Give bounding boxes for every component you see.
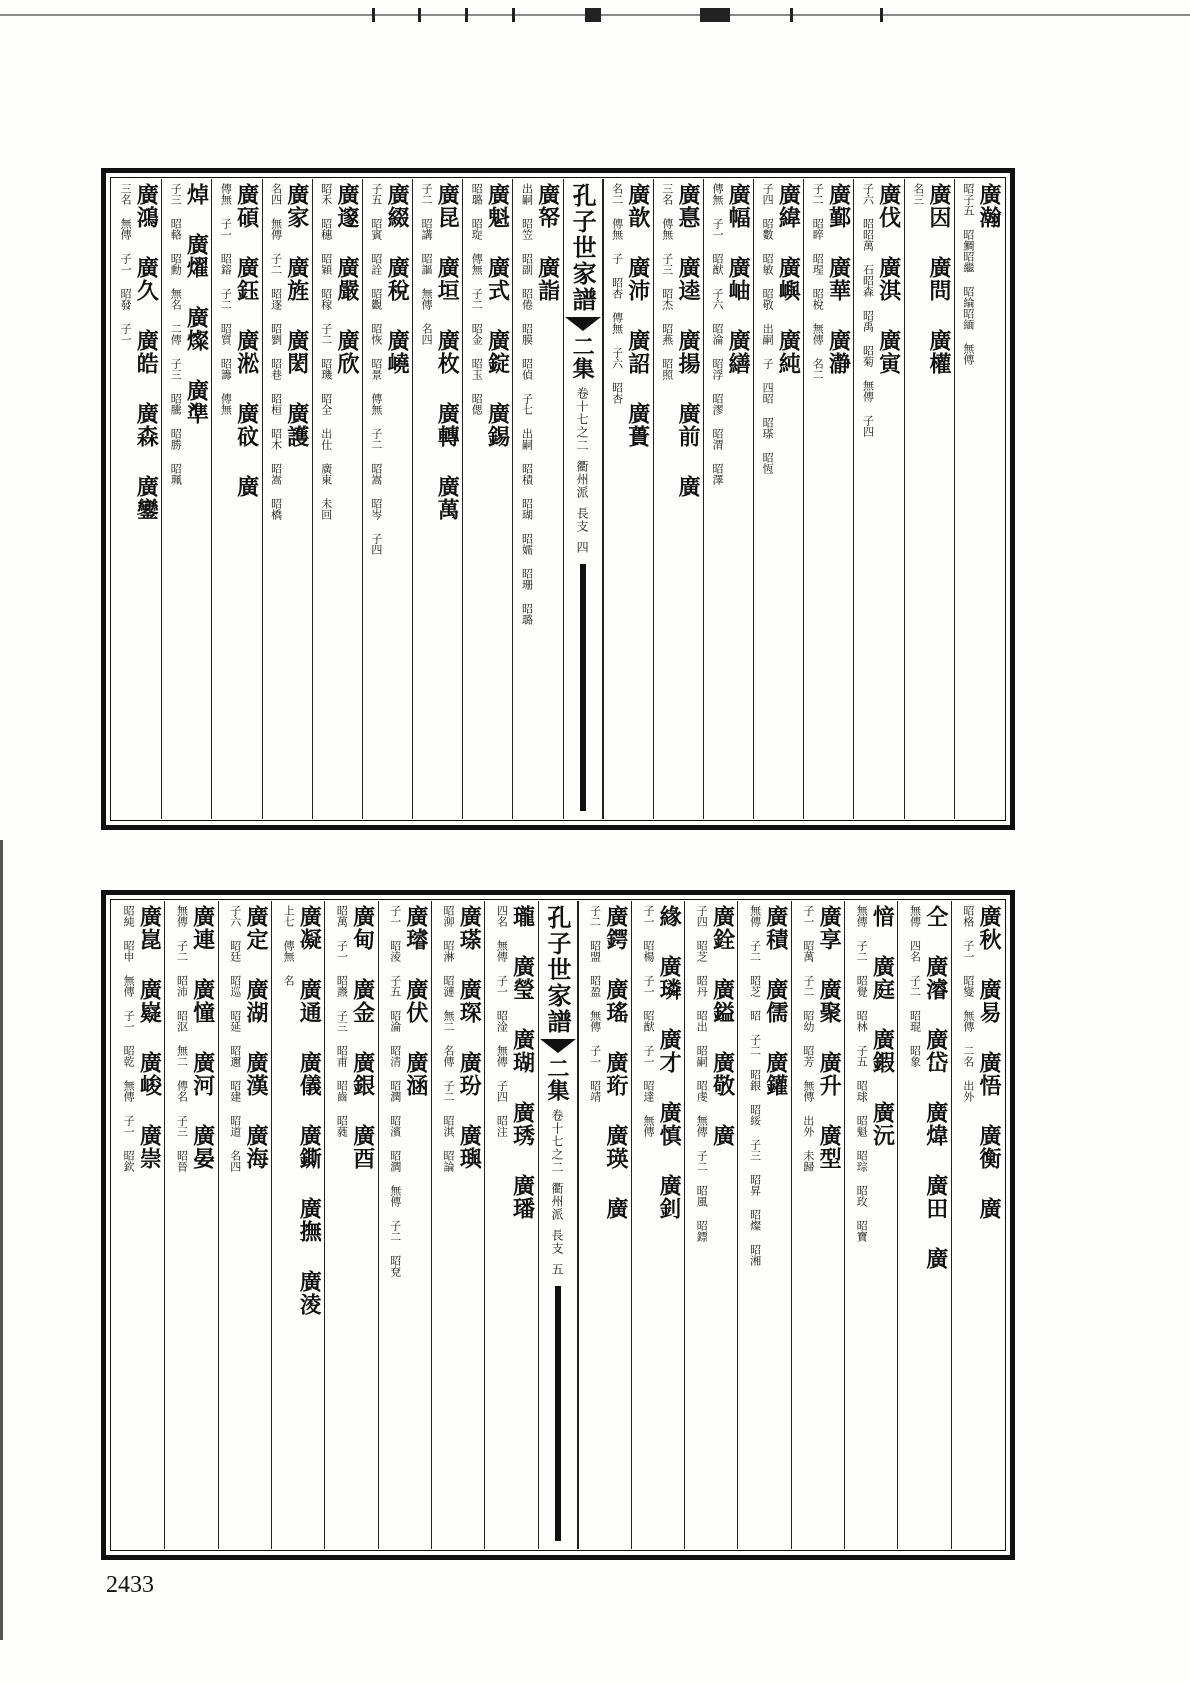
spine-lineage: 長支	[550, 1229, 564, 1255]
genealogy-column	[844, 901, 897, 1549]
entry-names: 廣連 廣憧 廣河 廣晏	[189, 905, 216, 1170]
entry-notes: 子六 昭昭萬 石昭森 昭禹 昭菊 無傳 子四	[861, 183, 875, 437]
spine-page-number: 五	[550, 1263, 564, 1276]
entry-names: 廣鍔 廣瑤 廣珩 廣瑛 廣	[602, 905, 629, 1220]
entry-names: 廣崑 廣嶷 廣峻 廣崇	[136, 905, 163, 1170]
genealogy-column	[737, 901, 790, 1549]
entry-notes: 子五 昭賓 昭詮 昭觀 昭恢 昭景 傳無 子二 昭嵩 昭岑 子四	[369, 183, 383, 555]
spine-title: 孔子世家譜	[543, 905, 572, 1035]
entry-notes: 子四 昭數 昭敏 昭敬 出嗣 子 四昭 昭瑹 昭恆	[761, 183, 775, 474]
scan-mark	[790, 8, 793, 22]
entry-notes: 出嗣 昭笠 昭副 昭倦 昭膜 昭偵 子七 出嗣 昭積 昭瑚 昭嬬 昭珊 昭璐	[520, 183, 534, 625]
genealogy-column	[378, 901, 431, 1549]
entry-notes: 昭格 子一 昭燮 無傳 二名 出外	[961, 905, 975, 1102]
entry-notes: 昭純 昭申 無傳 子一 昭乾 無傳 子一 昭欽	[122, 905, 136, 1172]
genealogy-column	[803, 179, 853, 819]
entry-names: 廣定 廣湖 廣漢 廣海	[242, 905, 269, 1170]
genealogy-column	[462, 179, 512, 819]
entry-notes: 傳無 子一 昭鎔 子二 昭質 昭籌 傳無	[219, 183, 233, 415]
genealogy-column	[262, 179, 312, 819]
entry-notes: 三名 無傳 子一 昭發 子一	[119, 183, 133, 345]
entry-names: 廣享 廣聚 廣升 廣型	[816, 905, 843, 1170]
entry-notes: 子二 昭睟 昭瑆 昭梲 無傳 名二	[811, 183, 825, 380]
entry-names: 廣碩 廣鈺 廣淞 廣砇 廣	[233, 183, 260, 498]
genealogy-page-top	[101, 168, 1015, 830]
entry-names: 緣 廣璘 廣才 廣慎 廣釗	[656, 905, 683, 1220]
spine-page-number: 四	[575, 541, 590, 554]
entry-names: 廣凝 廣通 廣儀 廣鐁 廣撫 廣淩	[296, 905, 323, 1316]
genealogy-column	[951, 901, 1004, 1549]
spine-volume: 二集	[544, 1057, 570, 1101]
entry-notes: 名三	[911, 183, 925, 205]
entry-notes: 子四 昭芝 昭丹 昭出 昭嗣 昭虔 無傳 子二 昭風 昭鏢	[695, 905, 709, 1242]
scan-mark	[465, 8, 468, 22]
genealogy-column	[312, 179, 362, 819]
scan-mark	[700, 8, 730, 22]
entry-notes: 上七 傳無 名	[282, 905, 296, 986]
entry-notes: 無傳 子二 昭沛 昭沤 無二 傳名 子三 昭晉	[175, 905, 189, 1172]
genealogy-column	[954, 179, 1004, 819]
entry-names: 廣瀚	[976, 183, 1002, 229]
entry-names: 仝 廣濬 廣岱 廣煒 廣田 廣	[922, 905, 949, 1270]
scan-mark	[372, 8, 375, 22]
genealogy-page-bottom	[101, 890, 1015, 1560]
entry-names: 愔 廣庭 廣鍜 廣沅	[869, 905, 896, 1147]
entry-names: 廣伐 廣淇 廣寅	[875, 183, 902, 375]
entry-notes: 子六 昭廷 昭巡 昭延 昭邇 昭建 昭道 名四	[228, 905, 242, 1172]
entry-names: 廣甸 廣金 廣銀 廣酉	[349, 905, 376, 1170]
genealogy-column	[324, 901, 377, 1549]
entry-notes: 子一 昭淩 子五 昭淪 昭清 昭潤 昭濱 昭澗 無傳 子二 昭兗	[388, 905, 402, 1277]
entry-notes: 子一 昭萬 子二 昭幼 昭芳 無傳 出外 未歸	[801, 905, 815, 1172]
spine-column	[563, 179, 603, 819]
page-number: 2433	[106, 1572, 154, 1598]
entry-names: 廣瑹 廣琛 廣玢 廣璵	[456, 905, 483, 1170]
genealogy-column	[684, 901, 737, 1549]
entry-names: 廣綴 廣稅 廣嶢	[384, 183, 411, 375]
entry-notes: 無傳 四名 子二 昭琨 昭象	[908, 905, 922, 1067]
entry-notes: 子二 昭盟 昭盈 無傳 子一 昭靖	[588, 905, 602, 1102]
spine-branch: 衢州派	[550, 1182, 564, 1221]
spine-title: 孔子世家譜	[568, 183, 598, 313]
genealogy-column	[484, 901, 537, 1549]
entry-notes: 三名 傳無 子三 昭杰 昭燕 昭照	[660, 183, 674, 380]
entry-names: 廣邃 廣嚴 廣欣	[333, 183, 360, 375]
top-columns	[112, 179, 1004, 819]
spine-column	[538, 901, 578, 1549]
genealogy-column	[218, 901, 271, 1549]
genealogy-column	[904, 179, 954, 819]
entry-names: 廣幅 廣岫 廣繕	[725, 183, 752, 375]
entry-notes: 名二 傳無 子 昭杏 傳無 子六 昭杏	[610, 183, 624, 404]
genealogy-column	[631, 901, 684, 1549]
entry-names: 瓏 廣瑩 廣瑚 廣琇 廣璠	[509, 905, 536, 1220]
entry-names: 廣帑 廣詣	[534, 183, 561, 302]
genealogy-column	[578, 901, 631, 1549]
scan-mark	[880, 8, 883, 22]
spine-chapter: 卷十七之二	[575, 387, 590, 452]
entry-names: 廣鄞 廣華 廣瀞	[825, 183, 852, 375]
entry-notes: 子三 昭輅 昭勳 無名 二傳 子三 昭騰 昭勝 昭珮	[169, 183, 183, 485]
scan-left-edge	[0, 840, 3, 1640]
genealogy-column	[853, 179, 903, 819]
entry-names: 廣因 廣問 廣權	[925, 183, 952, 375]
genealogy-column	[791, 901, 844, 1549]
genealogy-column	[603, 179, 653, 819]
scan-mark	[418, 8, 421, 22]
spine-bar	[580, 564, 586, 811]
entry-names: 廣昆 廣垣 廣枚 廣轉 廣萬	[434, 183, 461, 521]
spine-bar	[555, 1286, 561, 1541]
entry-notes: 傳無 子一 昭猷 子六 昭淪 昭浮 昭漻 昭渭 昭澤	[710, 183, 724, 485]
entry-names: 廣璿 廣伏 廣涵	[402, 905, 429, 1097]
entry-names: 廣惪 廣逵 廣揚 廣前 廣	[674, 183, 701, 498]
entry-names: 焯 廣燿 廣燦 廣準	[183, 183, 210, 425]
entry-names: 廣歆 廣沛 廣詔 廣蕢	[624, 183, 651, 448]
entry-names: 廣魁 廣式 廣錠 廣錫	[484, 183, 511, 448]
scan-mark	[585, 8, 601, 22]
entry-notes: 無傳 子二 昭覺 昭林 子五 昭球 昭魁 昭琮 昭玫 昭寶	[855, 905, 869, 1242]
genealogy-column	[431, 901, 484, 1549]
entry-notes: 昭萬 子一 昭燾 子三 昭甫 昭齒 昭蕤	[335, 905, 349, 1137]
genealogy-column	[164, 901, 217, 1549]
spine-volume: 二集	[569, 335, 596, 379]
entry-notes: 名四 無傳 子二 昭逐 昭劉 昭巷 昭桓 昭木 昭嵩 昭橋	[269, 183, 283, 520]
genealogy-column	[412, 179, 462, 819]
entry-names: 廣鴻 廣久 廣皓 廣森 廣鑾	[133, 183, 160, 521]
scan-top-edge	[0, 14, 1190, 16]
genealogy-column	[161, 179, 211, 819]
entry-notes: 無傳 子二 昭芝 昭 子二 昭銀 昭綏 子三 昭昇 昭燦 昭湘	[748, 905, 762, 1266]
entry-notes: 四名 無傳 子一 昭淦 無傳 子四 昭注	[495, 905, 509, 1137]
entry-notes: 昭子五 昭鯛昭繼 昭綸昭緬 無傳	[961, 183, 975, 365]
genealogy-column	[362, 179, 412, 819]
entry-notes: 昭禾 昭穗 昭穎 昭稼 子二 昭璣 昭全 出仕 廣東 未回	[319, 183, 333, 520]
genealogy-column	[897, 901, 950, 1549]
entry-names: 廣緯 廣嶼 廣純	[775, 183, 802, 375]
fish-tail-mark	[540, 1039, 576, 1053]
entry-notes: 子二 昭講 昭謳 無傳 名四	[420, 183, 434, 345]
spine-branch: 衢州派	[575, 460, 590, 499]
entry-names: 廣積 廣儒 廣鑵	[762, 905, 789, 1097]
entry-names: 廣家 廣旌 廣閎 廣護	[283, 183, 310, 448]
entry-notes: 子一 昭楊 子一 昭猷 子一 昭達 無傳	[641, 905, 655, 1137]
entry-names: 廣秋 廣易 廣悟 廣衡 廣	[976, 905, 1002, 1220]
entry-notes: 昭璐 昭琁 傳無 子二 昭金 昭玉 昭偲	[470, 183, 484, 415]
genealogy-column	[112, 179, 161, 819]
genealogy-column	[512, 179, 562, 819]
entry-names: 廣銓 廣鎰 廣敬 廣	[709, 905, 736, 1147]
genealogy-column	[753, 179, 803, 819]
genealogy-column	[653, 179, 703, 819]
entry-notes: 昭泖 昭淋 昭漣 無二 名傳 子二 昭淇 昭論	[442, 905, 455, 1172]
genealogy-column	[211, 179, 261, 819]
genealogy-column	[271, 901, 324, 1549]
genealogy-column	[703, 179, 753, 819]
fish-tail-mark	[565, 317, 601, 331]
bottom-columns	[112, 901, 1004, 1549]
spine-chapter: 卷十七之二	[550, 1109, 564, 1174]
genealogy-column	[112, 901, 164, 1549]
spine-lineage: 長支	[575, 507, 590, 533]
scan-mark	[512, 8, 515, 22]
